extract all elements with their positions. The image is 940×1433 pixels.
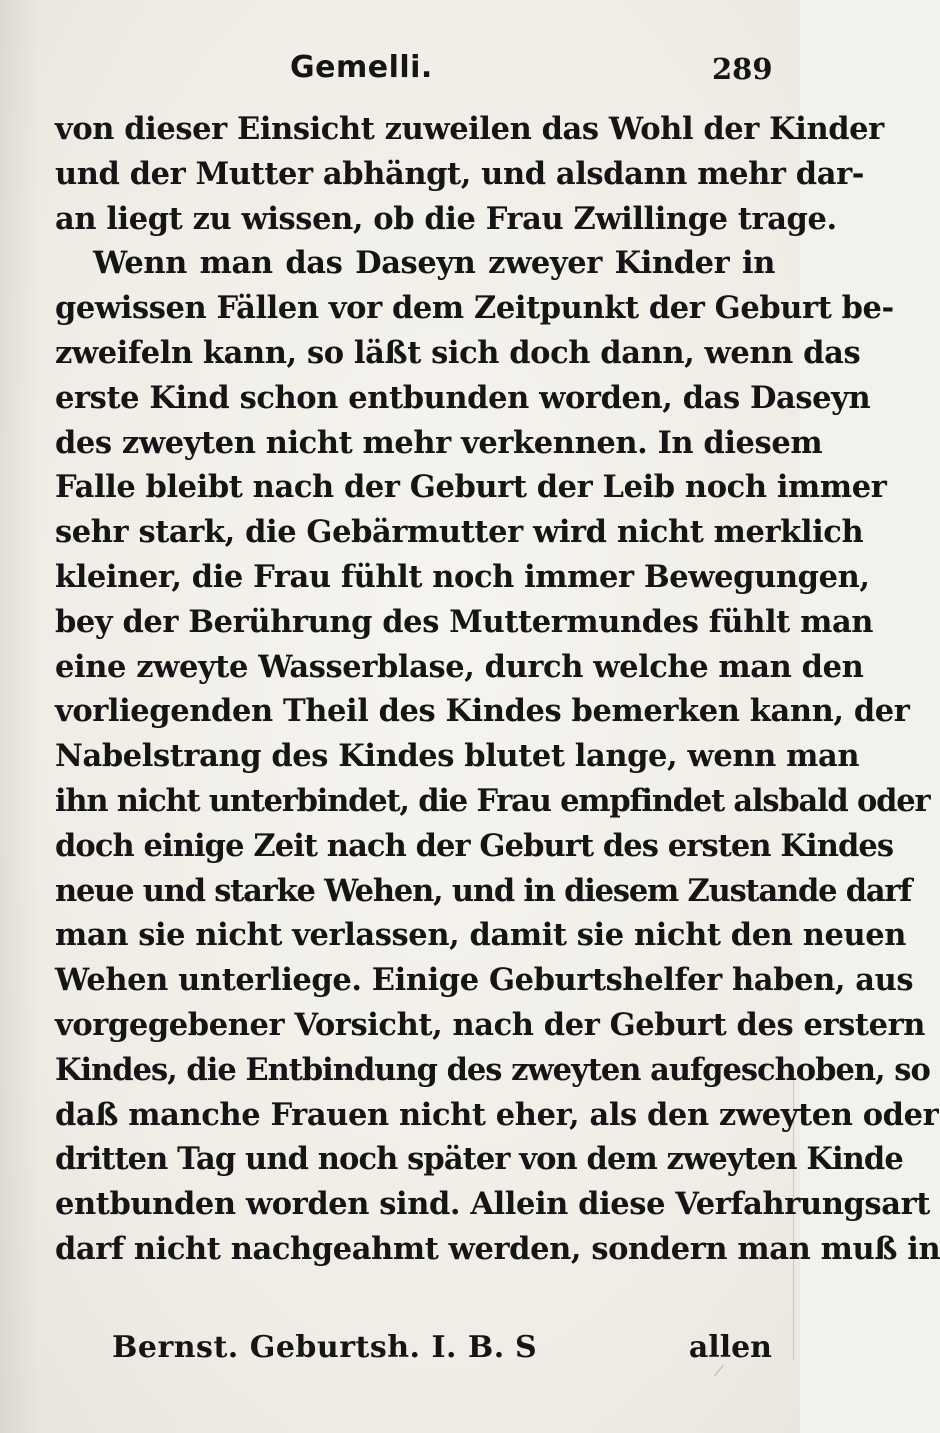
text-line: Wenn man das Daseyn zweyer Kinder in [93,245,775,282]
text-line: darf nicht nachgeahmt werden, sondern man muß in [55,1230,940,1267]
text-line: und der Mutter abhängt, und alsdann mehr dar- [55,155,864,192]
text-line: zweifeln kann, so läßt sich doch dann, wenn das [55,334,861,371]
text-line: Nabelstrang des Kindes blutet lange, wenn man [55,738,860,775]
text-line: ihn nicht unterbindet, die Frau empfindet alsbald oder [55,782,930,819]
text-line: von dieser Einsicht zuweilen das Wohl der Kinder [55,111,884,147]
text-line: gewissen Fällen vor dem Zeitpunkt der Geburt be- [55,290,894,327]
gutter-shadow [0,0,40,1433]
text-line: neue und starke Wehen, und in diesem Zustande darf [55,872,912,909]
text-line: eine zweyte Wasserblase, durch welche man den [55,648,864,685]
page-edge-line [793,1080,794,1360]
printer-signature: Bernst. Geburtsh. I. B. [112,1330,505,1365]
text-line: erste Kind schon entbunden worden, das Daseyn [55,379,871,416]
text-line: vorliegenden Theil des Kindes bemerken kann, der [55,693,910,730]
page-header [0,50,800,94]
text-line: Falle bleibt nach der Geburt der Leib noch immer [55,469,887,506]
text-line: Kindes, die Entbindung des zweyten aufgeschoben, so [55,1051,930,1088]
text-line: des zweyten nicht mehr verkennen. In diesem [55,424,823,461]
running-head: Gemelli. [290,50,433,85]
page-footer [112,1326,772,1370]
text-line: entbunden worden sind. Allein diese Verfahrungsart [55,1186,930,1223]
text-line: vorgegebener Vorsicht, nach der Geburt des erstern [55,1006,926,1043]
text-line: an liegt zu wissen, ob die Frau Zwillinge trage. [55,200,837,237]
catchword: allen [688,1330,772,1365]
text-line: man sie nicht verlassen, damit sie nicht den neuen [55,917,907,954]
text-line: kleiner, die Frau fühlt noch immer Bewegungen, [55,558,870,595]
text-line: bey der Berührung des Muttermundes fühlt man [55,603,874,640]
text-line: dritten Tag und noch später von dem zweyten Kinde [55,1141,903,1178]
page-number: 289 [712,52,773,86]
body-text [55,107,940,1272]
text-line: sehr stark, die Gebärmutter wird nicht merklich [55,514,864,551]
text-line: daß manche Frauen nicht eher, als den zweyten oder [55,1096,939,1133]
signature-mark: S [515,1330,537,1365]
text-line: doch einige Zeit nach der Geburt des ersten Kindes [55,827,894,864]
text-line: Wehen unterliege. Einige Geburtshelfer haben, aus [55,962,914,999]
